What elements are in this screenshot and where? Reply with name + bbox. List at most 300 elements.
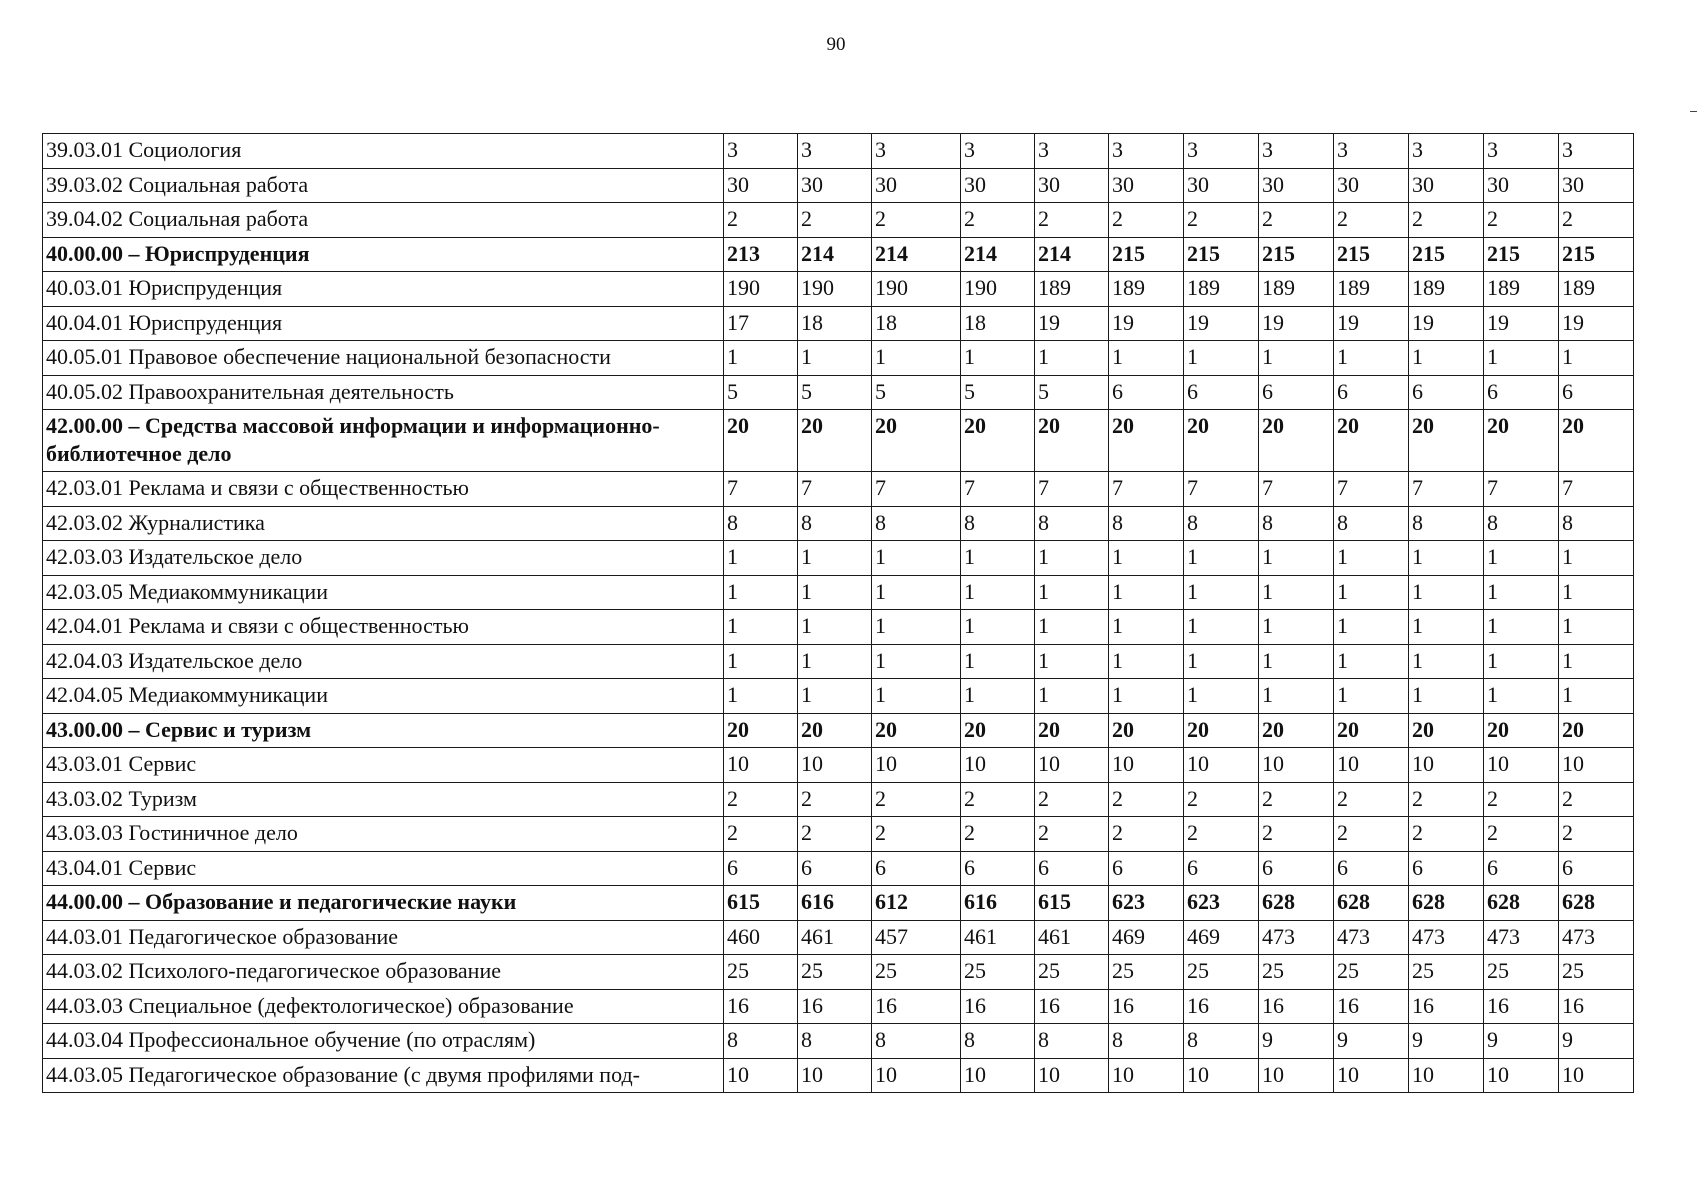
value-cell: 8 [1109,506,1184,541]
value-cell: 20 [724,713,798,748]
value-cell: 1 [1559,610,1634,645]
value-cell: 2 [1484,203,1559,238]
value-cell: 2 [961,203,1035,238]
value-cell: 20 [1409,713,1484,748]
value-cell: 1 [1334,610,1409,645]
value-cell: 7 [961,472,1035,507]
value-cell: 18 [961,306,1035,341]
value-cell: 457 [872,920,961,955]
value-cell: 8 [872,506,961,541]
value-cell: 8 [1484,506,1559,541]
value-cell: 1 [1035,610,1109,645]
value-cell: 25 [1259,955,1334,990]
value-cell: 215 [1184,237,1259,272]
value-cell: 19 [1409,306,1484,341]
value-cell: 190 [872,272,961,307]
value-cell: 1 [1035,541,1109,576]
specialty-name-cell: 40.05.02 Правоохранительная деятельность [43,375,724,410]
table-row [43,748,1634,783]
value-cell: 6 [1484,375,1559,410]
value-cell: 1 [1409,575,1484,610]
value-cell: 1 [1184,679,1259,714]
value-cell: 5 [798,375,872,410]
value-cell: 1 [872,679,961,714]
value-cell: 1 [961,541,1035,576]
value-cell: 189 [1035,272,1109,307]
specialty-name-cell: 43.03.02 Туризм [43,782,724,817]
value-cell: 25 [1334,955,1409,990]
value-cell: 215 [1259,237,1334,272]
value-cell: 1 [1184,341,1259,376]
value-cell: 2 [1109,203,1184,238]
value-cell: 16 [1184,989,1259,1024]
specialty-name-cell: 39.03.01 Социология [43,134,724,169]
value-cell: 10 [1109,748,1184,783]
value-cell: 1 [724,610,798,645]
value-cell: 469 [1184,920,1259,955]
value-cell: 20 [1334,410,1409,472]
value-cell: 3 [961,134,1035,169]
value-cell: 16 [1259,989,1334,1024]
value-cell: 8 [961,1024,1035,1059]
table-row [43,203,1634,238]
value-cell: 8 [1109,1024,1184,1059]
edge-mark [1690,111,1697,112]
specialty-name-cell: 42.04.05 Медиакоммуникации [43,679,724,714]
value-cell: 30 [1409,168,1484,203]
value-cell: 473 [1409,920,1484,955]
value-cell: 2 [1259,203,1334,238]
value-cell: 2 [1409,782,1484,817]
specialty-name-cell: 42.03.03 Издательское дело [43,541,724,576]
value-cell: 7 [1409,472,1484,507]
value-cell: 190 [798,272,872,307]
specialty-name-cell: 40.03.01 Юриспруденция [43,272,724,307]
value-cell: 1 [1559,341,1634,376]
value-cell: 10 [961,1058,1035,1093]
value-cell: 5 [961,375,1035,410]
value-cell: 20 [798,410,872,472]
value-cell: 1 [1259,341,1334,376]
specialty-name-cell: 44.03.02 Психолого-педагогическое образование [43,955,724,990]
value-cell: 461 [961,920,1035,955]
table-row [43,341,1634,376]
value-cell: 612 [872,886,961,921]
specialty-name-cell: 42.04.03 Издательское дело [43,644,724,679]
value-cell: 3 [1184,134,1259,169]
value-cell: 8 [1334,506,1409,541]
value-cell: 2 [961,782,1035,817]
value-cell: 2 [961,817,1035,852]
value-cell: 1 [1484,610,1559,645]
value-cell: 616 [798,886,872,921]
table-row [43,610,1634,645]
value-cell: 6 [1259,851,1334,886]
value-cell: 1 [1184,610,1259,645]
value-cell: 3 [872,134,961,169]
value-cell: 30 [1334,168,1409,203]
value-cell: 5 [1035,375,1109,410]
value-cell: 189 [1484,272,1559,307]
value-cell: 20 [1184,410,1259,472]
value-cell: 189 [1259,272,1334,307]
value-cell: 1 [1559,575,1634,610]
value-cell: 10 [1184,748,1259,783]
value-cell: 9 [1484,1024,1559,1059]
value-cell: 30 [872,168,961,203]
value-cell: 6 [1184,375,1259,410]
value-cell: 215 [1109,237,1184,272]
value-cell: 10 [798,1058,872,1093]
value-cell: 628 [1259,886,1334,921]
value-cell: 2 [1334,817,1409,852]
specialty-name-cell: 44.03.05 Педагогическое образование (с двумя профилями под- [43,1058,724,1093]
table-row [43,1058,1634,1093]
value-cell: 1 [1109,610,1184,645]
value-cell: 1 [724,541,798,576]
specialty-name-cell: 39.04.02 Социальная работа [43,203,724,238]
value-cell: 25 [1035,955,1109,990]
value-cell: 2 [1484,817,1559,852]
value-cell: 9 [1409,1024,1484,1059]
value-cell: 628 [1409,886,1484,921]
value-cell: 10 [1484,748,1559,783]
value-cell: 1 [1409,341,1484,376]
value-cell: 20 [1109,713,1184,748]
value-cell: 3 [798,134,872,169]
value-cell: 2 [798,203,872,238]
value-cell: 20 [1109,410,1184,472]
value-cell: 2 [1035,203,1109,238]
group-row [43,886,1634,921]
value-cell: 10 [724,748,798,783]
value-cell: 1 [961,341,1035,376]
value-cell: 9 [1259,1024,1334,1059]
value-cell: 19 [1259,306,1334,341]
value-cell: 10 [798,748,872,783]
specialty-name-cell: 43.03.01 Сервис [43,748,724,783]
value-cell: 6 [1334,375,1409,410]
value-cell: 1 [1484,341,1559,376]
value-cell: 214 [1035,237,1109,272]
value-cell: 30 [1109,168,1184,203]
value-cell: 20 [961,713,1035,748]
value-cell: 2 [1259,817,1334,852]
value-cell: 2 [1484,782,1559,817]
value-cell: 6 [1484,851,1559,886]
value-cell: 16 [798,989,872,1024]
value-cell: 8 [1409,506,1484,541]
value-cell: 8 [961,506,1035,541]
value-cell: 1 [872,644,961,679]
value-cell: 6 [798,851,872,886]
specialty-name-cell: 43.04.01 Сервис [43,851,724,886]
value-cell: 25 [724,955,798,990]
value-cell: 16 [872,989,961,1024]
value-cell: 2 [724,817,798,852]
value-cell: 19 [1035,306,1109,341]
value-cell: 469 [1109,920,1184,955]
value-cell: 8 [1035,506,1109,541]
value-cell: 1 [1109,541,1184,576]
specialty-name-cell: 42.03.01 Реклама и связи с общественностью [43,472,724,507]
value-cell: 6 [1109,851,1184,886]
value-cell: 10 [1184,1058,1259,1093]
value-cell: 7 [1259,472,1334,507]
value-cell: 20 [961,410,1035,472]
value-cell: 2 [1559,817,1634,852]
value-cell: 20 [1409,410,1484,472]
value-cell: 20 [1259,713,1334,748]
value-cell: 3 [1035,134,1109,169]
value-cell: 3 [1409,134,1484,169]
value-cell: 1 [798,644,872,679]
value-cell: 189 [1559,272,1634,307]
value-cell: 7 [1559,472,1634,507]
group-row [43,237,1634,272]
value-cell: 10 [1409,1058,1484,1093]
value-cell: 10 [1409,748,1484,783]
specialty-name-cell: 40.00.00 – Юриспруденция [43,237,724,272]
value-cell: 189 [1334,272,1409,307]
specialty-name-cell: 42.04.01 Реклама и связи с общественностью [43,610,724,645]
table-body [43,134,1634,1093]
value-cell: 10 [1109,1058,1184,1093]
value-cell: 215 [1484,237,1559,272]
value-cell: 10 [1259,748,1334,783]
value-cell: 10 [1259,1058,1334,1093]
value-cell: 1 [872,575,961,610]
value-cell: 25 [872,955,961,990]
specialty-name-cell: 43.00.00 – Сервис и туризм [43,713,724,748]
value-cell: 8 [1259,506,1334,541]
value-cell: 7 [724,472,798,507]
value-cell: 2 [872,203,961,238]
value-cell: 190 [961,272,1035,307]
value-cell: 1 [724,679,798,714]
value-cell: 8 [1184,1024,1259,1059]
value-cell: 2 [1409,817,1484,852]
value-cell: 1 [1035,644,1109,679]
value-cell: 18 [872,306,961,341]
value-cell: 2 [724,782,798,817]
value-cell: 6 [1035,851,1109,886]
value-cell: 2 [1035,817,1109,852]
value-cell: 628 [1484,886,1559,921]
value-cell: 1 [1109,575,1184,610]
value-cell: 25 [1484,955,1559,990]
specialty-name-cell: 44.03.03 Специальное (дефектологическое) образование [43,989,724,1024]
value-cell: 8 [798,1024,872,1059]
value-cell: 3 [724,134,798,169]
value-cell: 10 [872,1058,961,1093]
value-cell: 20 [798,713,872,748]
value-cell: 25 [961,955,1035,990]
value-cell: 623 [1109,886,1184,921]
value-cell: 189 [1184,272,1259,307]
value-cell: 461 [1035,920,1109,955]
value-cell: 2 [1109,782,1184,817]
value-cell: 1 [1109,341,1184,376]
data-table [42,133,1634,1093]
value-cell: 16 [1409,989,1484,1024]
value-cell: 1 [1035,679,1109,714]
value-cell: 1 [1484,575,1559,610]
value-cell: 30 [724,168,798,203]
table-row [43,679,1634,714]
value-cell: 1 [798,541,872,576]
value-cell: 20 [724,410,798,472]
table-row [43,817,1634,852]
value-cell: 30 [1184,168,1259,203]
value-cell: 473 [1559,920,1634,955]
value-cell: 1 [1409,610,1484,645]
value-cell: 16 [1334,989,1409,1024]
page-number: 90 [826,34,846,55]
value-cell: 18 [798,306,872,341]
value-cell: 6 [1559,375,1634,410]
value-cell: 1 [1334,341,1409,376]
value-cell: 189 [1109,272,1184,307]
value-cell: 8 [724,506,798,541]
value-cell: 1 [724,644,798,679]
table-row [43,472,1634,507]
value-cell: 10 [872,748,961,783]
value-cell: 628 [1559,886,1634,921]
value-cell: 10 [1334,1058,1409,1093]
value-cell: 16 [1109,989,1184,1024]
value-cell: 8 [798,506,872,541]
table-row [43,272,1634,307]
value-cell: 2 [1184,817,1259,852]
value-cell: 17 [724,306,798,341]
table-row [43,920,1634,955]
value-cell: 2 [1559,203,1634,238]
specialty-name-cell: 39.03.02 Социальная работа [43,168,724,203]
value-cell: 615 [1035,886,1109,921]
value-cell: 3 [1109,134,1184,169]
value-cell: 1 [798,679,872,714]
value-cell: 20 [1559,713,1634,748]
value-cell: 1 [1259,644,1334,679]
value-cell: 3 [1559,134,1634,169]
value-cell: 1 [1334,679,1409,714]
value-cell: 16 [1035,989,1109,1024]
value-cell: 189 [1409,272,1484,307]
value-cell: 19 [1109,306,1184,341]
value-cell: 1 [872,341,961,376]
value-cell: 9 [1559,1024,1634,1059]
value-cell: 1 [1409,679,1484,714]
value-cell: 473 [1259,920,1334,955]
value-cell: 20 [872,410,961,472]
value-cell: 8 [1184,506,1259,541]
value-cell: 1 [1184,644,1259,679]
value-cell: 615 [724,886,798,921]
value-cell: 2 [1559,782,1634,817]
value-cell: 20 [1334,713,1409,748]
value-cell: 8 [1035,1024,1109,1059]
value-cell: 1 [1484,679,1559,714]
value-cell: 1 [1559,644,1634,679]
table-row [43,782,1634,817]
value-cell: 7 [1484,472,1559,507]
value-cell: 628 [1334,886,1409,921]
value-cell: 2 [872,817,961,852]
table-row [43,506,1634,541]
value-cell: 215 [1409,237,1484,272]
value-cell: 1 [1334,575,1409,610]
value-cell: 6 [1409,851,1484,886]
value-cell: 10 [1334,748,1409,783]
value-cell: 30 [961,168,1035,203]
value-cell: 473 [1484,920,1559,955]
value-cell: 10 [961,748,1035,783]
value-cell: 20 [1559,410,1634,472]
value-cell: 25 [798,955,872,990]
value-cell: 9 [1334,1024,1409,1059]
specialty-name-cell: 43.03.03 Гостиничное дело [43,817,724,852]
value-cell: 2 [872,782,961,817]
value-cell: 10 [724,1058,798,1093]
value-cell: 20 [1035,410,1109,472]
value-cell: 6 [1559,851,1634,886]
value-cell: 1 [1484,644,1559,679]
value-cell: 1 [1109,644,1184,679]
value-cell: 20 [1035,713,1109,748]
specialty-name-cell: 40.05.01 Правовое обеспечение национальной безопасности [43,341,724,376]
value-cell: 1 [1334,644,1409,679]
value-cell: 1 [1259,575,1334,610]
value-cell: 623 [1184,886,1259,921]
value-cell: 19 [1484,306,1559,341]
value-cell: 19 [1334,306,1409,341]
value-cell: 10 [1559,1058,1634,1093]
value-cell: 6 [1409,375,1484,410]
value-cell: 1 [1409,541,1484,576]
value-cell: 214 [872,237,961,272]
table-row [43,168,1634,203]
value-cell: 20 [1259,410,1334,472]
value-cell: 10 [1035,1058,1109,1093]
specialty-name-cell: 40.04.01 Юриспруденция [43,306,724,341]
value-cell: 16 [961,989,1035,1024]
value-cell: 25 [1109,955,1184,990]
value-cell: 214 [798,237,872,272]
specialty-name-cell: 42.03.02 Журналистика [43,506,724,541]
value-cell: 1 [1259,679,1334,714]
value-cell: 6 [1109,375,1184,410]
specialty-name-cell: 44.00.00 – Образование и педагогические науки [43,886,724,921]
value-cell: 5 [872,375,961,410]
table-row [43,575,1634,610]
value-cell: 1 [798,610,872,645]
value-cell: 215 [1334,237,1409,272]
value-cell: 1 [1559,541,1634,576]
value-cell: 16 [1559,989,1634,1024]
value-cell: 3 [1334,134,1409,169]
value-cell: 6 [724,851,798,886]
value-cell: 1 [872,610,961,645]
value-cell: 2 [798,782,872,817]
value-cell: 1 [961,679,1035,714]
value-cell: 2 [1334,203,1409,238]
value-cell: 20 [1184,713,1259,748]
value-cell: 6 [1334,851,1409,886]
table-row [43,644,1634,679]
value-cell: 7 [1035,472,1109,507]
value-cell: 20 [1484,713,1559,748]
